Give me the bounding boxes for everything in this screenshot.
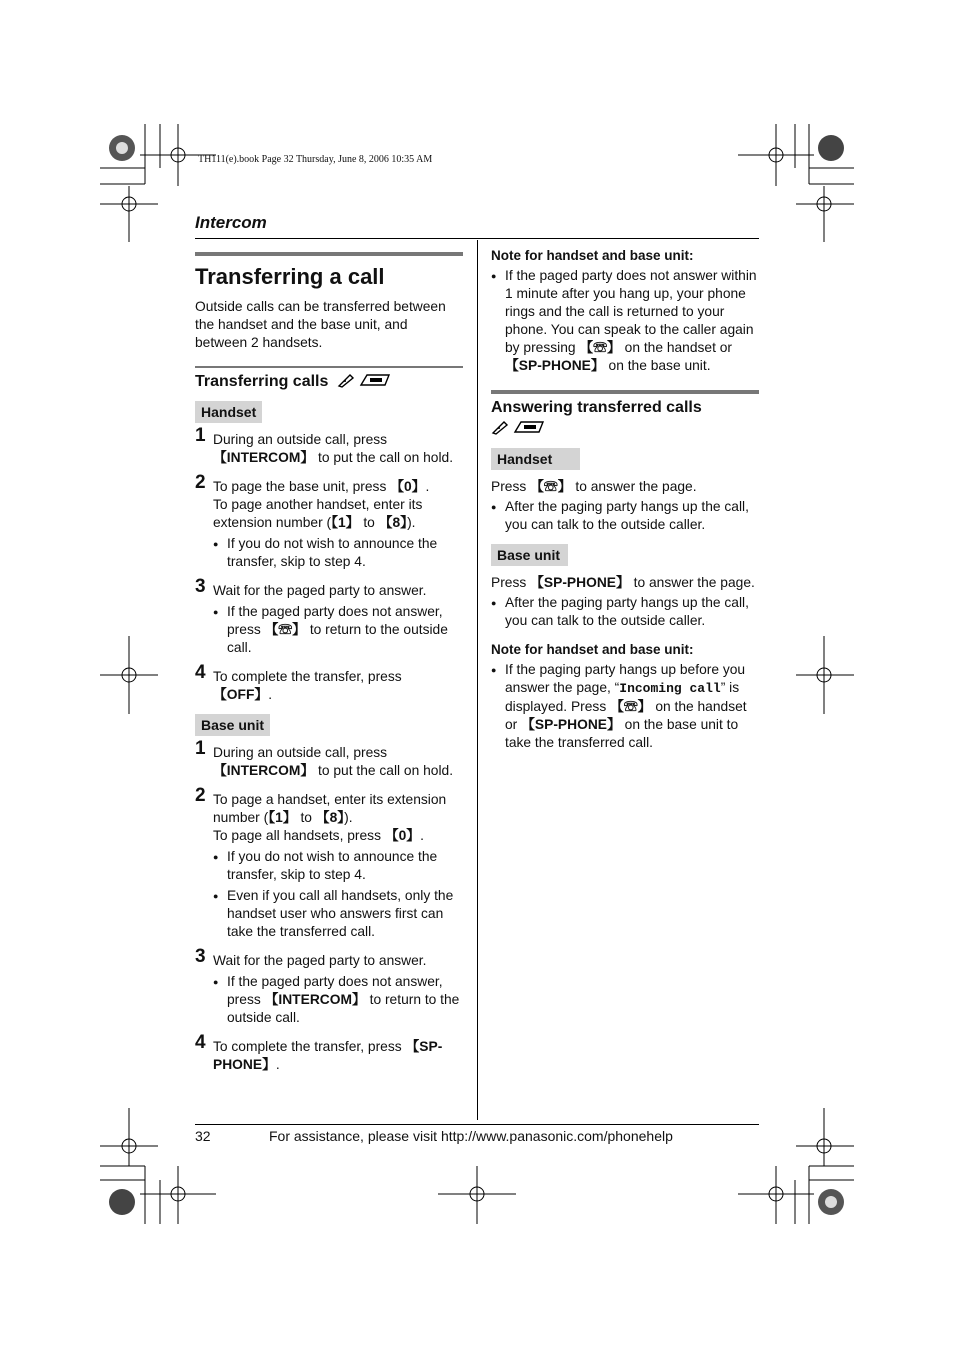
- handset-step-4: 4 To complete the transfer, press 【OFF】.: [195, 662, 402, 702]
- transferring-calls-heading: [195, 372, 463, 391]
- bullet-item: ● If the paged party does not answer, press 【☏】 to return to the outside call.: [213, 603, 463, 657]
- intercom-key: 【INTERCOM】: [213, 450, 315, 465]
- step-number: 3: [195, 946, 206, 967]
- answering-icons: [491, 419, 759, 440]
- right-column: [491, 248, 759, 752]
- page-number: 32: [195, 1128, 211, 1144]
- answering-heading: Answering transferred calls: [491, 399, 702, 416]
- note-item: ● If the paging party hangs up before you answer the page, “Incoming call” is displayed. Press 【☏】 on the handset or 【SP-PHONE】 on the base unit to take the transferred call.: [491, 661, 759, 752]
- step-number: 2: [195, 472, 206, 493]
- note-item: ● If the paged party does not answer within 1 minute after you hang up, your phone rings and the call is returned to your phone. You can speak to the caller again by pressing 【☏】 on the handset or 【SP-PHONE】 on the base unit.: [491, 267, 759, 375]
- step-number: 2: [195, 785, 206, 806]
- handset-icon: [491, 419, 509, 435]
- base-unit-icon: [359, 372, 391, 388]
- base-step-4: 4 To complete the transfer, press 【SP- PHONE】.: [195, 1032, 443, 1072]
- note-heading: Note for handset and base unit:: [491, 248, 694, 263]
- bullet-item: ● If you do not wish to announce the transfer, skip to step 4.: [213, 535, 463, 571]
- bullet-item: ● Even if you call all handsets, only the handset user who answers first can take the transferred call.: [213, 887, 463, 941]
- talk-key-icon: 【☏】: [264, 622, 306, 637]
- note-heading: Note for handset and base unit:: [491, 642, 694, 657]
- off-key: 【OFF】: [213, 687, 269, 702]
- base-unit-label: Base unit: [195, 714, 270, 736]
- base-step-2: 2 To page a handset, enter its extension number (【1】 to 【8】). To page all handsets, press 【0】. ● If you do not wish to announce the transfer, skip to step 4. ● Even if you call all handsets, only the handset user who answers first can take the transferred call.: [195, 791, 463, 941]
- bullet-item: ● After the paging party hangs up the call, you can talk to the outside caller.: [491, 498, 759, 534]
- bullet-item: ● If the paged party does not answer, press 【INTERCOM】 to return to the outside call.: [213, 973, 463, 1027]
- column-divider: [477, 240, 478, 1120]
- page-title: Transferring a call: [195, 264, 385, 289]
- base-step-3: 3 Wait for the paged party to answer. ● If the paged party does not answer, press 【INTERCOM】 to return to the outside call.: [195, 952, 463, 1027]
- base-press-text: Press 【SP-PHONE】 to answer the page.: [491, 575, 755, 590]
- step-number: 4: [195, 662, 206, 683]
- title-bar: [195, 252, 463, 256]
- section-title: Intercom: [195, 213, 267, 232]
- bullet-item: ● After the paging party hangs up the call, you can talk to the outside caller.: [491, 594, 759, 630]
- handset-step-3: 3 Wait for the paged party to answer. ● If the paged party does not answer, press 【☏】 to return to the outside call.: [195, 582, 463, 657]
- handset-label: Handset: [491, 448, 580, 470]
- subhead-bar: [195, 366, 463, 368]
- transferring-calls-label: Transferring calls: [195, 373, 329, 390]
- step-number: 1: [195, 738, 206, 759]
- subhead-bar: [491, 390, 759, 394]
- footer-rule: [195, 1124, 759, 1125]
- print-meta: TH111(e).book Page 32 Thursday, June 8, 2006 10:35 AM: [198, 154, 433, 165]
- step-number: 1: [195, 425, 206, 446]
- assistance-link[interactable]: For assistance, please visit http://www.panasonic.com/phonehelp: [269, 1128, 673, 1144]
- step-number: 3: [195, 576, 206, 597]
- base-step-1: 1 During an outside call, press 【INTERCOM】 to put the call on hold.: [195, 738, 454, 778]
- handset-step-2: 2 To page the base unit, press 【0】. To page another handset, enter its extension number (【1】 to 【8】). ● If you do not wish to announce the transfer, skip to step 4.: [195, 478, 463, 571]
- base-unit-icon: [513, 419, 545, 435]
- handset-press-text: Press 【☏】 to answer the page.: [491, 479, 697, 494]
- base-unit-label: Base unit: [491, 544, 568, 566]
- handset-step-1: 1 During an outside call, press 【INTERCOM】 to put the call on hold.: [195, 425, 454, 465]
- bullet-item: ● If you do not wish to announce the transfer, skip to step 4.: [213, 848, 463, 884]
- handset-label: Handset: [195, 401, 262, 423]
- zero-key: 【0】: [390, 479, 426, 494]
- step-number: 4: [195, 1032, 206, 1053]
- header-rule: [195, 238, 759, 239]
- intro-text: Outside calls can be transferred between the handset and the base unit, and between 2 handsets.: [195, 299, 446, 350]
- left-column: [195, 252, 463, 1074]
- display-message: Incoming call: [619, 681, 721, 696]
- handset-icon: [337, 372, 355, 388]
